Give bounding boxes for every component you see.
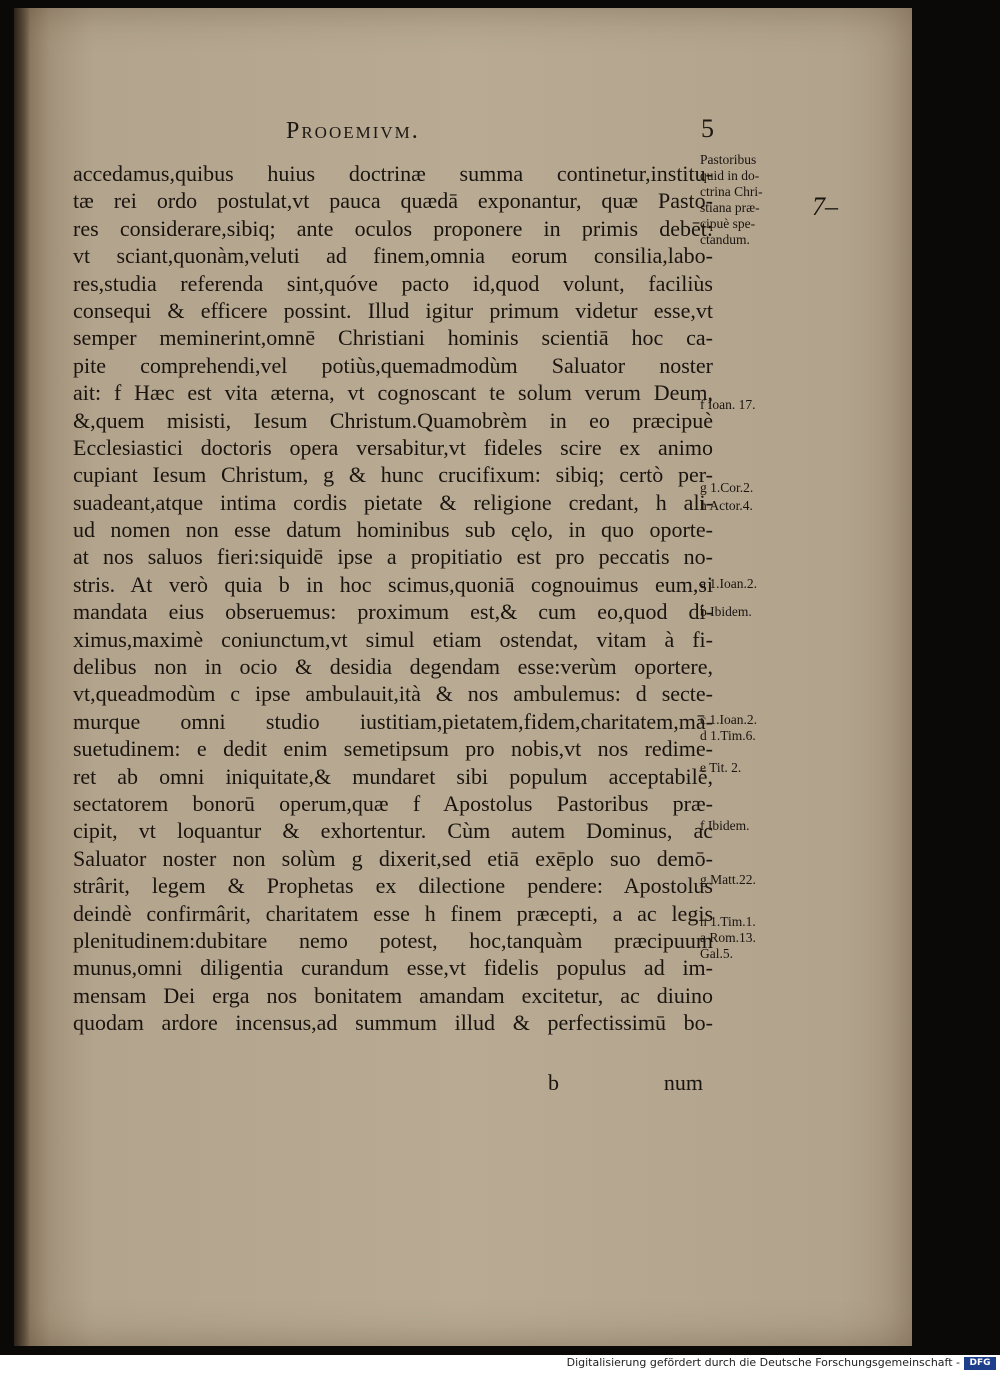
page-number: 5 xyxy=(701,114,714,143)
body-line: deindè confirmârit, charitatem esse h finem præcepti, a ac legis xyxy=(73,900,713,926)
body-line: delibus non in ocio & desidia degendam esse:verùm oportere, xyxy=(73,654,713,680)
body-line: mensam Dei erga nos bonitatem amandam excitetur, ac diuino xyxy=(73,982,713,1008)
page-header xyxy=(286,114,714,154)
body-line: vt,queadmodùm c ipse ambulauit,ità & nos ambulemus: d secte- xyxy=(73,681,713,707)
margin-reference-note: g Matt.22. xyxy=(700,872,756,887)
body-line: pite comprehendi,vel potiùs,quemadmodùm Saluator noster xyxy=(73,352,713,378)
body-line: cipit, vt loquantur & exhortentur. Cùm autem Dominus, ac xyxy=(73,818,713,844)
margin-reference-note: Gal.5. xyxy=(700,946,733,961)
handwritten-pen-mark: 7– xyxy=(812,192,838,221)
body-line: ximus,maximè coniunctum,vt simul etiam ostendat, vitam à fi- xyxy=(73,626,713,652)
signature-mark: b xyxy=(548,1070,559,1095)
body-line: ait: f Hæc est vita æterna, vt cognoscant te solum verum Deum, xyxy=(73,380,713,406)
margin-summary-note: Pastoribus quid in do- ctrina Chri- stiana præ- cipuè spe- ctandum. xyxy=(700,152,763,247)
body-line: sectatorem bonorū operum,quæ f Apostolus Pastoribus præ- xyxy=(73,790,713,816)
margin-reference-note: e Tit. 2. xyxy=(700,760,742,775)
body-line: at nos saluos fieri:siquidē ipse a propitiatio est pro peccatis no- xyxy=(73,544,713,570)
body-line: munus,omni diligentia curandum esse,vt fidelis populus ad im- xyxy=(73,955,713,981)
dfg-logo: DFG xyxy=(964,1357,996,1370)
body-line: Ecclesiastici doctoris opera versabitur,vt fideles scire ex animo xyxy=(73,434,713,460)
margin-reference-note: h 1.Tim.1. xyxy=(700,914,756,929)
running-title: Prooemivm. xyxy=(286,118,420,144)
body-line: suadeant,atque intima cordis pietate & religione credant, h ali- xyxy=(73,489,713,515)
body-line: accedamus,quibus huius doctrinæ summa continetur,institu- xyxy=(73,161,713,186)
margin-reference-note: f Ioan. 17. xyxy=(700,397,756,412)
page-gutter-edge xyxy=(14,8,30,1346)
footer-bar xyxy=(0,1355,1000,1373)
body-line: suetudinem: e dedit enim semetipsum pro nobis,vt nos redime- xyxy=(73,736,713,762)
body-line: quodam ardore incensus,ad summum illud & perfectissimū bo- xyxy=(73,1010,713,1036)
margin-reference-note: a 1.Ioan.2. xyxy=(700,576,757,591)
catchword-row xyxy=(73,1070,703,1102)
catchword: num xyxy=(663,1070,703,1095)
body-line: &,quem misisti, Iesum Christum.Quamobrèm in eo præcipuè xyxy=(73,407,713,433)
body-line: Saluator noster non solùm g dixerit,sed etiā exēplo suo demō- xyxy=(73,845,713,871)
margin-reference-note: c 1.Ioan.2. xyxy=(700,712,757,727)
body-line: ud nomen non esse datum hominibus sub cęlo, in quo oporte- xyxy=(73,517,713,543)
body-text xyxy=(73,160,713,1037)
margin-reference-note: g 1.Cor.2. xyxy=(700,480,754,495)
footer-credit: Digitalisierung gefördert durch die Deutsche Forschungsgemeinschaft - xyxy=(566,1356,960,1369)
margin-reference-note: b Ibidem. xyxy=(700,604,752,619)
body-line: cupiant Iesum Christum, g & hunc crucifixum: sibiq; certò per- xyxy=(73,462,713,488)
margin-reference-note: a Rom.13. xyxy=(700,930,756,945)
margin-reference-note: h Actor.4. xyxy=(700,498,753,513)
body-line: tæ rei ordo postulat,vt pauca quædā exponantur, quæ Pasto- xyxy=(73,188,713,214)
body-line: res considerare,sibiq; ante oculos proponere in primis debēt: xyxy=(73,215,713,241)
margin-reference-note: d 1.Tim.6. xyxy=(700,728,756,743)
body-line: res,studia referenda sint,quóve pacto id,quod volunt, faciliùs xyxy=(73,270,713,296)
body-line: semper meminerint,omnē Christiani hominis scientiā hoc ca- xyxy=(73,325,713,351)
body-line: vt sciant,quonàm,veluti ad finem,omnia eorum consilia,labo- xyxy=(73,243,713,269)
margin-reference-note: f Ibidem. xyxy=(700,818,750,833)
body-line: ret ab omni iniquitate,& mundaret sibi populum acceptabilē, xyxy=(73,763,713,789)
body-line: mandata eius obseruemus: proximum est,& cum eo,quod di- xyxy=(73,599,713,625)
body-line: stris. At verò quia b in hoc scimus,quoniā cognouimus eum,si xyxy=(73,571,713,597)
body-line: murque omni studio iustitiam,pietatem,fidem,charitatem,mā- xyxy=(73,708,713,734)
body-line: plenitudinem:dubitare nemo potest, hoc,tanquàm præcipuum xyxy=(73,927,713,953)
body-line: strârit, legem & Prophetas ex dilectione pendere: Apostolus xyxy=(73,873,713,899)
body-line: consequi & efficere possint. Illud igitur primum videtur esse,vt xyxy=(73,297,713,323)
